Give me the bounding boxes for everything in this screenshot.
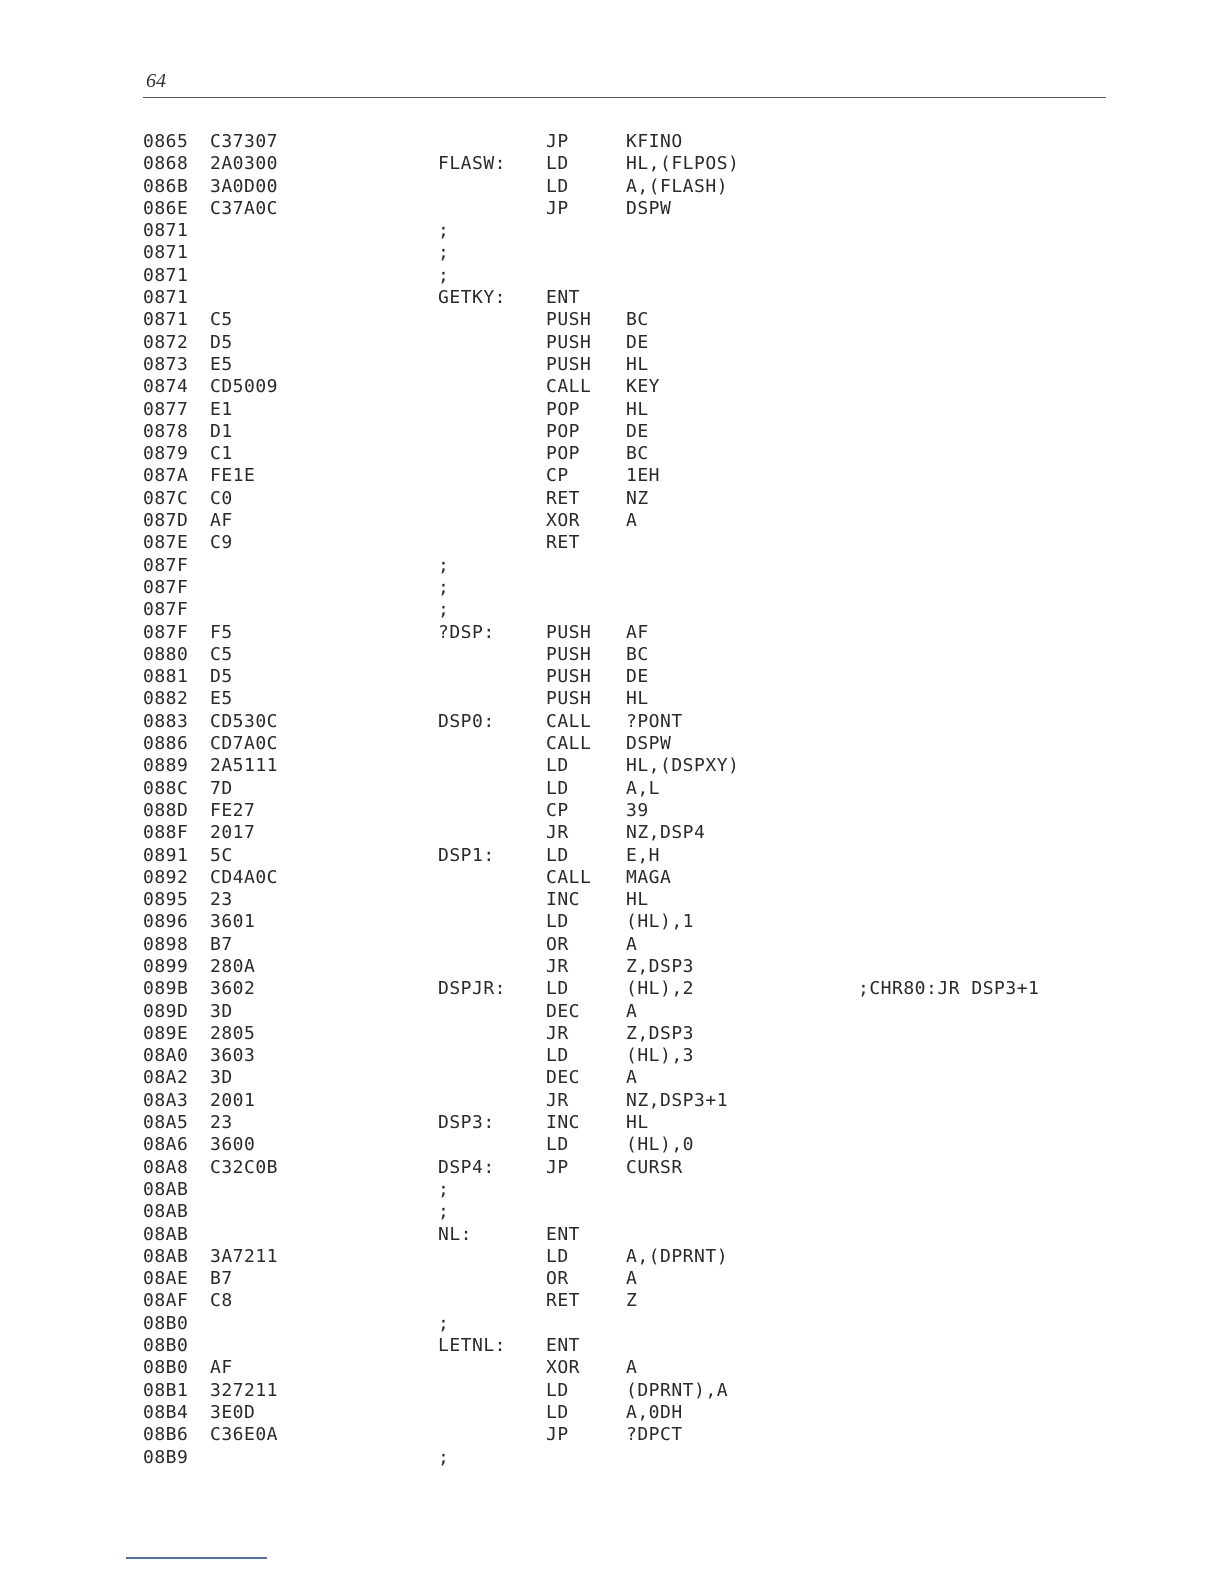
listing-row [0, 822, 1224, 844]
address-cell: 0871 [143, 264, 189, 286]
listing-row [0, 1224, 1224, 1246]
mnemonic-cell: PUSH [546, 688, 592, 710]
address-cell: 087C [143, 487, 189, 509]
address-cell: 0886 [143, 733, 189, 755]
operand-cell: A [626, 1000, 638, 1022]
operand-cell: NZ,DSP4 [626, 822, 706, 844]
mnemonic-cell: LD [546, 1134, 569, 1156]
address-cell: 086B [143, 175, 189, 197]
listing-row [0, 688, 1224, 710]
mnemonic-cell: LD [546, 175, 569, 197]
listing-row [0, 755, 1224, 777]
mnemonic-cell: ENT [546, 287, 581, 309]
address-cell: 0871 [143, 220, 189, 242]
operand-cell: KEY [626, 376, 661, 398]
address-cell: 08B4 [143, 1401, 189, 1423]
address-cell: 0889 [143, 755, 189, 777]
listing-row [0, 399, 1224, 421]
address-cell: 087F [143, 576, 189, 598]
address-cell: 087E [143, 532, 189, 554]
listing-row [0, 956, 1224, 978]
operand-cell: A [626, 1067, 638, 1089]
object-code-cell: C0 [210, 487, 233, 509]
mnemonic-cell: DEC [546, 1000, 581, 1022]
operand-cell: KFINO [626, 131, 683, 152]
listing-row [0, 1313, 1224, 1335]
label-cell: ; [438, 599, 450, 621]
label-cell: DSP3: [438, 1112, 495, 1134]
object-code-cell: 3A0D00 [210, 175, 279, 197]
listing-row [0, 1424, 1224, 1446]
address-cell: 087F [143, 621, 189, 643]
mnemonic-cell: RET [546, 1290, 581, 1312]
mnemonic-cell: POP [546, 420, 581, 442]
object-code-cell: 23 [210, 889, 233, 911]
mnemonic-cell: PUSH [546, 309, 592, 331]
object-code-cell: D5 [210, 331, 233, 353]
address-cell: 08B1 [143, 1379, 189, 1401]
address-cell: 088D [143, 799, 189, 821]
address-cell: 086E [143, 197, 189, 219]
listing-row [0, 1001, 1224, 1023]
header-rule [143, 97, 1106, 98]
object-code-cell: CD4A0C [210, 866, 279, 888]
address-cell: 0871 [143, 287, 189, 309]
object-code-cell: C36E0A [210, 1424, 279, 1446]
label-cell: DSP4: [438, 1156, 495, 1178]
listing-row [0, 1402, 1224, 1424]
operand-cell: E,H [626, 844, 661, 866]
mnemonic-cell: LD [546, 755, 569, 777]
mnemonic-cell: PUSH [546, 643, 592, 665]
object-code-cell: 2A0300 [210, 153, 279, 175]
address-cell: 0898 [143, 933, 189, 955]
object-code-cell: D5 [210, 666, 233, 688]
label-cell: ; [438, 264, 450, 286]
address-cell: 087A [143, 465, 189, 487]
operand-cell: HL [626, 889, 649, 911]
operand-cell: A [626, 1268, 638, 1290]
operand-cell: A [626, 510, 638, 532]
operand-cell: BC [626, 443, 649, 465]
operand-cell: HL [626, 398, 649, 420]
listing-row [0, 265, 1224, 287]
operand-cell: A [626, 1357, 638, 1379]
mnemonic-cell: PUSH [546, 621, 592, 643]
address-cell: 089E [143, 1022, 189, 1044]
listing-row [0, 287, 1224, 309]
listing-row [0, 488, 1224, 510]
object-code-cell: 3601 [210, 911, 256, 933]
mnemonic-cell: LD [546, 1045, 569, 1067]
operand-cell: (HL),2 [626, 978, 695, 1000]
listing-row [0, 376, 1224, 398]
listing-row [0, 800, 1224, 822]
operand-cell: DE [626, 666, 649, 688]
mnemonic-cell: PUSH [546, 666, 592, 688]
listing-row [0, 1023, 1224, 1045]
label-cell: DSP0: [438, 710, 495, 732]
mnemonic-cell: ENT [546, 1223, 581, 1245]
listing-row [0, 309, 1224, 331]
address-cell: 0874 [143, 376, 189, 398]
label-cell: DSPJR: [438, 978, 507, 1000]
operand-cell: ?PONT [626, 710, 683, 732]
object-code-cell: C37307 [210, 131, 279, 152]
mnemonic-cell: LD [546, 844, 569, 866]
label-cell: FLASW: [438, 153, 507, 175]
mnemonic-cell: CP [546, 465, 569, 487]
operand-cell: 39 [626, 799, 649, 821]
object-code-cell: C5 [210, 643, 233, 665]
object-code-cell: 2A5111 [210, 755, 279, 777]
mnemonic-cell: OR [546, 1268, 569, 1290]
object-code-cell: 3D [210, 1067, 233, 1089]
label-cell: DSP1: [438, 844, 495, 866]
label-cell: ?DSP: [438, 621, 495, 643]
operand-cell: (DPRNT),A [626, 1379, 729, 1401]
mnemonic-cell: OR [546, 933, 569, 955]
address-cell: 0873 [143, 353, 189, 375]
address-cell: 0868 [143, 153, 189, 175]
address-cell: 0895 [143, 889, 189, 911]
operand-cell: A,(FLASH) [626, 175, 729, 197]
address-cell: 08AB [143, 1223, 189, 1245]
mnemonic-cell: RET [546, 487, 581, 509]
address-cell: 087F [143, 599, 189, 621]
listing-row [0, 1447, 1224, 1469]
address-cell: 08B9 [143, 1446, 189, 1468]
listing-row [0, 176, 1224, 198]
object-code-cell: C32C0B [210, 1156, 279, 1178]
listing-row [0, 1067, 1224, 1089]
operand-cell: 1EH [626, 465, 661, 487]
address-cell: 08AB [143, 1201, 189, 1223]
address-cell: 088C [143, 777, 189, 799]
mnemonic-cell: POP [546, 398, 581, 420]
label-cell: ; [438, 242, 450, 264]
address-cell: 087F [143, 554, 189, 576]
address-cell: 0880 [143, 643, 189, 665]
address-cell: 0871 [143, 309, 189, 331]
mnemonic-cell: DEC [546, 1067, 581, 1089]
listing-row [0, 778, 1224, 800]
operand-cell: (HL),1 [626, 911, 695, 933]
listing-row [0, 1380, 1224, 1402]
listing-row [0, 465, 1224, 487]
object-code-cell: 5C [210, 844, 233, 866]
operand-cell: (HL),0 [626, 1134, 695, 1156]
listing-row [0, 443, 1224, 465]
object-code-cell: 3602 [210, 978, 256, 1000]
address-cell: 08B6 [143, 1424, 189, 1446]
listing-row [0, 1090, 1224, 1112]
operand-cell: HL,(FLPOS) [626, 153, 740, 175]
object-code-cell: C8 [210, 1290, 233, 1312]
operand-cell: Z [626, 1290, 638, 1312]
label-cell: ; [438, 1178, 450, 1200]
operand-cell: NZ [626, 487, 649, 509]
address-cell: 0878 [143, 420, 189, 442]
object-code-cell: CD5009 [210, 376, 279, 398]
listing-row [0, 1268, 1224, 1290]
label-cell: ; [438, 1312, 450, 1334]
object-code-cell: E1 [210, 398, 233, 420]
listing-row [0, 711, 1224, 733]
object-code-cell: 3A7211 [210, 1245, 279, 1267]
mnemonic-cell: JR [546, 955, 569, 977]
address-cell: 08AE [143, 1268, 189, 1290]
operand-cell: (HL),3 [626, 1045, 695, 1067]
object-code-cell: FE1E [210, 465, 256, 487]
mnemonic-cell: JP [546, 197, 569, 219]
address-cell: 089D [143, 1000, 189, 1022]
address-cell: 0879 [143, 443, 189, 465]
operand-cell: DE [626, 420, 649, 442]
mnemonic-cell: RET [546, 532, 581, 554]
address-cell: 08AB [143, 1178, 189, 1200]
object-code-cell: E5 [210, 353, 233, 375]
listing-row [0, 1157, 1224, 1179]
listing-row [0, 733, 1224, 755]
mnemonic-cell: JR [546, 1089, 569, 1111]
object-code-cell: 280A [210, 955, 256, 977]
label-cell: ; [438, 1201, 450, 1223]
mnemonic-cell: JR [546, 822, 569, 844]
listing-row [0, 131, 1224, 153]
address-cell: 0892 [143, 866, 189, 888]
object-code-cell: 327211 [210, 1379, 279, 1401]
listing-row [0, 421, 1224, 443]
listing-row [0, 889, 1224, 911]
address-cell: 089B [143, 978, 189, 1000]
listing-row [0, 153, 1224, 175]
object-code-cell: D1 [210, 420, 233, 442]
mnemonic-cell: CALL [546, 710, 592, 732]
address-cell: 08A6 [143, 1134, 189, 1156]
address-cell: 0872 [143, 331, 189, 353]
listing-row [0, 1201, 1224, 1223]
address-cell: 08B0 [143, 1357, 189, 1379]
operand-cell: A [626, 933, 638, 955]
object-code-cell: 3E0D [210, 1401, 256, 1423]
listing-row [0, 1335, 1224, 1357]
listing-row [0, 934, 1224, 956]
listing-row [0, 1179, 1224, 1201]
address-cell: 087D [143, 510, 189, 532]
operand-cell: AF [626, 621, 649, 643]
address-cell: 08A8 [143, 1156, 189, 1178]
mnemonic-cell: XOR [546, 510, 581, 532]
page-number: 64 [146, 70, 166, 92]
object-code-cell: 2001 [210, 1089, 256, 1111]
label-cell: LETNL: [438, 1335, 507, 1357]
mnemonic-cell: PUSH [546, 331, 592, 353]
listing-row [0, 599, 1224, 621]
listing-row [0, 911, 1224, 933]
object-code-cell: CD530C [210, 710, 279, 732]
label-cell: ; [438, 554, 450, 576]
label-cell: GETKY: [438, 287, 507, 309]
mnemonic-cell: CALL [546, 376, 592, 398]
operand-cell: CURSR [626, 1156, 683, 1178]
footnote-rule [126, 1557, 267, 1559]
object-code-cell: 2805 [210, 1022, 256, 1044]
operand-cell: DE [626, 331, 649, 353]
object-code-cell: 2017 [210, 822, 256, 844]
object-code-cell: E5 [210, 688, 233, 710]
listing-row [0, 666, 1224, 688]
label-cell: NL: [438, 1223, 473, 1245]
mnemonic-cell: JP [546, 131, 569, 152]
assembly-listing [0, 131, 1224, 1469]
listing-row [0, 1045, 1224, 1067]
mnemonic-cell: LD [546, 978, 569, 1000]
operand-cell: A,(DPRNT) [626, 1245, 729, 1267]
listing-row [0, 577, 1224, 599]
listing-row [0, 332, 1224, 354]
object-code-cell: FE27 [210, 799, 256, 821]
operand-cell: HL [626, 1112, 649, 1134]
mnemonic-cell: PUSH [546, 353, 592, 375]
label-cell: ; [438, 576, 450, 598]
address-cell: 0883 [143, 710, 189, 732]
address-cell: 08A5 [143, 1112, 189, 1134]
operand-cell: DSPW [626, 733, 672, 755]
listing-row [0, 622, 1224, 644]
listing-row [0, 532, 1224, 554]
object-code-cell: 3D [210, 1000, 233, 1022]
listing-row [0, 1246, 1224, 1268]
address-cell: 0899 [143, 955, 189, 977]
object-code-cell: C5 [210, 309, 233, 331]
object-code-cell: 7D [210, 777, 233, 799]
listing-row [0, 242, 1224, 264]
mnemonic-cell: POP [546, 443, 581, 465]
mnemonic-cell: CALL [546, 733, 592, 755]
mnemonic-cell: LD [546, 1401, 569, 1423]
mnemonic-cell: JP [546, 1424, 569, 1446]
operand-cell: HL,(DSPXY) [626, 755, 740, 777]
address-cell: 0891 [143, 844, 189, 866]
label-cell: ; [438, 1446, 450, 1468]
operand-cell: BC [626, 643, 649, 665]
address-cell: 08AF [143, 1290, 189, 1312]
listing-row [0, 867, 1224, 889]
listing-row [0, 978, 1224, 1000]
mnemonic-cell: LD [546, 1245, 569, 1267]
listing-row [0, 1357, 1224, 1379]
address-cell: 08A2 [143, 1067, 189, 1089]
mnemonic-cell: INC [546, 1112, 581, 1134]
address-cell: 08A0 [143, 1045, 189, 1067]
operand-cell: NZ,DSP3+1 [626, 1089, 729, 1111]
mnemonic-cell: LD [546, 153, 569, 175]
mnemonic-cell: JP [546, 1156, 569, 1178]
address-cell: 08AB [143, 1245, 189, 1267]
listing-row [0, 555, 1224, 577]
mnemonic-cell: XOR [546, 1357, 581, 1379]
object-code-cell: AF [210, 1357, 233, 1379]
operand-cell: HL [626, 353, 649, 375]
operand-cell: A,0DH [626, 1401, 683, 1423]
listing-row [0, 220, 1224, 242]
object-code-cell: 3600 [210, 1134, 256, 1156]
listing-row [0, 644, 1224, 666]
mnemonic-cell: ENT [546, 1335, 581, 1357]
operand-cell: Z,DSP3 [626, 955, 695, 977]
address-cell: 08A3 [143, 1089, 189, 1111]
listing-row [0, 1134, 1224, 1156]
address-cell: 08B0 [143, 1335, 189, 1357]
object-code-cell: C1 [210, 443, 233, 465]
mnemonic-cell: INC [546, 889, 581, 911]
object-code-cell: AF [210, 510, 233, 532]
operand-cell: HL [626, 688, 649, 710]
object-code-cell: F5 [210, 621, 233, 643]
object-code-cell: B7 [210, 1268, 233, 1290]
label-cell: ; [438, 220, 450, 242]
address-cell: 0881 [143, 666, 189, 688]
address-cell: 088F [143, 822, 189, 844]
object-code-cell: 23 [210, 1112, 233, 1134]
listing-row [0, 354, 1224, 376]
object-code-cell: C9 [210, 532, 233, 554]
mnemonic-cell: LD [546, 1379, 569, 1401]
address-cell: 0871 [143, 242, 189, 264]
comment-cell: ;CHR80:JR DSP3+1 [858, 978, 1040, 1000]
mnemonic-cell: JR [546, 1022, 569, 1044]
operand-cell: Z,DSP3 [626, 1022, 695, 1044]
address-cell: 0896 [143, 911, 189, 933]
mnemonic-cell: CALL [546, 866, 592, 888]
listing-row [0, 1290, 1224, 1312]
operand-cell: A,L [626, 777, 661, 799]
mnemonic-cell: LD [546, 911, 569, 933]
address-cell: 0877 [143, 398, 189, 420]
object-code-cell: C37A0C [210, 197, 279, 219]
mnemonic-cell: CP [546, 799, 569, 821]
mnemonic-cell: LD [546, 777, 569, 799]
object-code-cell: B7 [210, 933, 233, 955]
listing-row [0, 198, 1224, 220]
listing-row [0, 845, 1224, 867]
operand-cell: ?DPCT [626, 1424, 683, 1446]
operand-cell: MAGA [626, 866, 672, 888]
operand-cell: BC [626, 309, 649, 331]
listing-row [0, 510, 1224, 532]
address-cell: 08B0 [143, 1312, 189, 1334]
listing-row [0, 1112, 1224, 1134]
object-code-cell: 3603 [210, 1045, 256, 1067]
address-cell: 0882 [143, 688, 189, 710]
object-code-cell: CD7A0C [210, 733, 279, 755]
operand-cell: DSPW [626, 197, 672, 219]
address-cell: 0865 [143, 131, 189, 152]
